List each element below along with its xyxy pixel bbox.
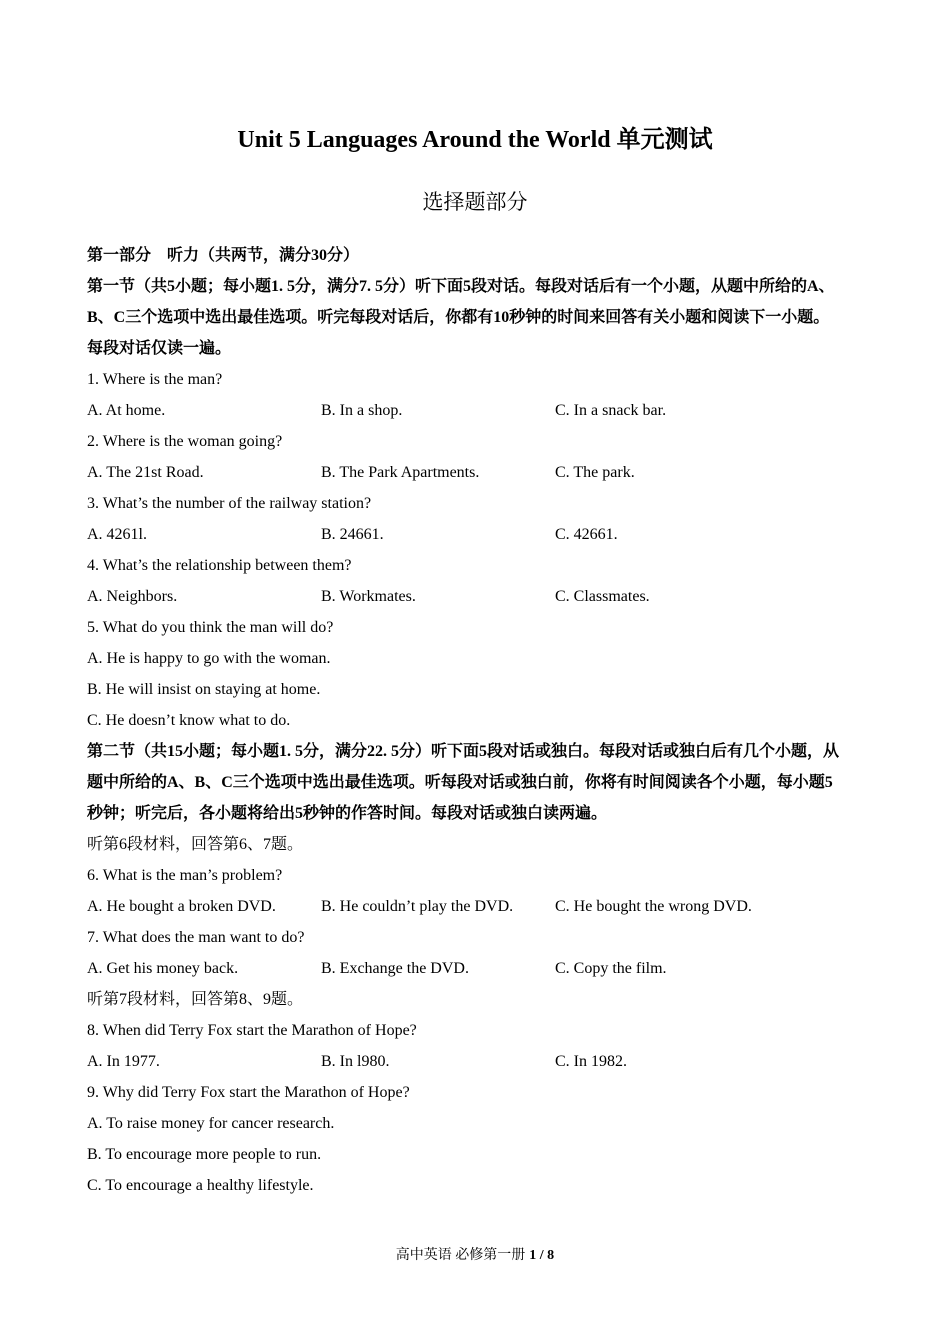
material-note: 听第6段材料，回答第6、7题。 [87, 836, 304, 853]
section2-instructions-line: 题中所给的A、B、C三个选项中选出最佳选项。听每段对话或独白前，你将有时间阅读各个小题，每小题5 [87, 774, 833, 791]
page-footer [0, 1246, 950, 1266]
section2-instructions-line: 秒钟；听完后，各小题将给出5秒钟的作答时间。每段对话或独白读两遍。 [87, 805, 608, 822]
option-c: C. In a snack bar. [555, 402, 667, 419]
section1-instructions-line: B、C三个选项中选出最佳选项。听完每段对话后，你都有10秒钟的时间来回答有关小题和阅读下一小题。 [87, 309, 830, 326]
question-stem: 6. What is the man’s problem? [87, 867, 283, 884]
option-c: C. 42661. [555, 526, 618, 543]
part1-heading: 第一部分 听力（共两节，满分30分） [87, 247, 360, 264]
section1-instructions-line: 每段对话仅读一遍。 [87, 340, 232, 357]
option-a: A. He bought a broken DVD. [87, 898, 276, 915]
section-title: 选择题部分 [422, 190, 528, 214]
question-stem: 7. What does the man want to do? [87, 929, 305, 946]
page-number: 1 / 8 [529, 1248, 555, 1263]
option-a: A. Get his money back. [87, 960, 239, 977]
option-row [87, 953, 877, 984]
footer-text: 高中英语 必修第一册 [395, 1248, 526, 1263]
option-row [87, 457, 877, 488]
option-c: C. He bought the wrong DVD. [555, 898, 752, 915]
question-stem: 8. When did Terry Fox start the Marathon of Hope? [87, 1022, 417, 1039]
question-stem: 2. Where is the woman going? [87, 433, 283, 450]
question-stem: 1. Where is the man? [87, 371, 223, 388]
option-c: C. Copy the film. [555, 960, 667, 977]
page-title: Unit 5 Languages Around the World 单元测试 [237, 127, 713, 153]
material-note: 听第7段材料，回答第8、9题。 [87, 991, 304, 1008]
option-a: A. In 1977. [87, 1053, 160, 1070]
option-row [87, 395, 877, 426]
option-b: B. In l980. [321, 1053, 390, 1070]
question-stem: 9. Why did Terry Fox start the Marathon of Hope? [87, 1084, 410, 1101]
option-b: B. The Park Apartments. [321, 464, 480, 481]
option-row [87, 519, 877, 550]
question-stem: 4. What’s the relationship between them? [87, 557, 352, 574]
option-b: B. Workmates. [321, 588, 416, 605]
option-row [87, 581, 877, 612]
option-b: B. 24661. [321, 526, 384, 543]
option-c: C. Classmates. [555, 588, 650, 605]
option-a: A. To raise money for cancer research. [87, 1115, 335, 1132]
section1-instructions-line: 第一节（共5小题；每小题1. 5分，满分7. 5分）听下面5段对话。每段对话后有一个小题，从题中所给的A、 [87, 278, 835, 295]
question-stem: 5. What do you think the man will do? [87, 619, 334, 636]
option-a: A. At home. [87, 402, 166, 419]
option-b: B. He will insist on staying at home. [87, 681, 321, 698]
option-b: B. He couldn’t play the DVD. [321, 898, 514, 915]
option-row [87, 1046, 877, 1077]
option-a: A. 4261l. [87, 526, 147, 543]
option-a: A. The 21st Road. [87, 464, 204, 481]
option-row [87, 891, 877, 922]
option-b: B. To encourage more people to run. [87, 1146, 322, 1163]
option-c: C. To encourage a healthy lifestyle. [87, 1177, 314, 1194]
question-stem: 3. What’s the number of the railway station? [87, 495, 372, 512]
option-a: A. He is happy to go with the woman. [87, 650, 331, 667]
option-a: A. Neighbors. [87, 588, 178, 605]
section2-instructions-line: 第二节（共15小题；每小题1. 5分，满分22. 5分）听下面5段对话或独白。每段对话或独白后有几个小题，从 [87, 743, 840, 760]
option-c: C. The park. [555, 464, 635, 481]
option-c: C. In 1982. [555, 1053, 627, 1070]
option-b: B. In a shop. [321, 402, 403, 419]
exam-content [87, 240, 877, 1201]
option-b: B. Exchange the DVD. [321, 960, 469, 977]
option-c: C. He doesn’t know what to do. [87, 712, 291, 729]
